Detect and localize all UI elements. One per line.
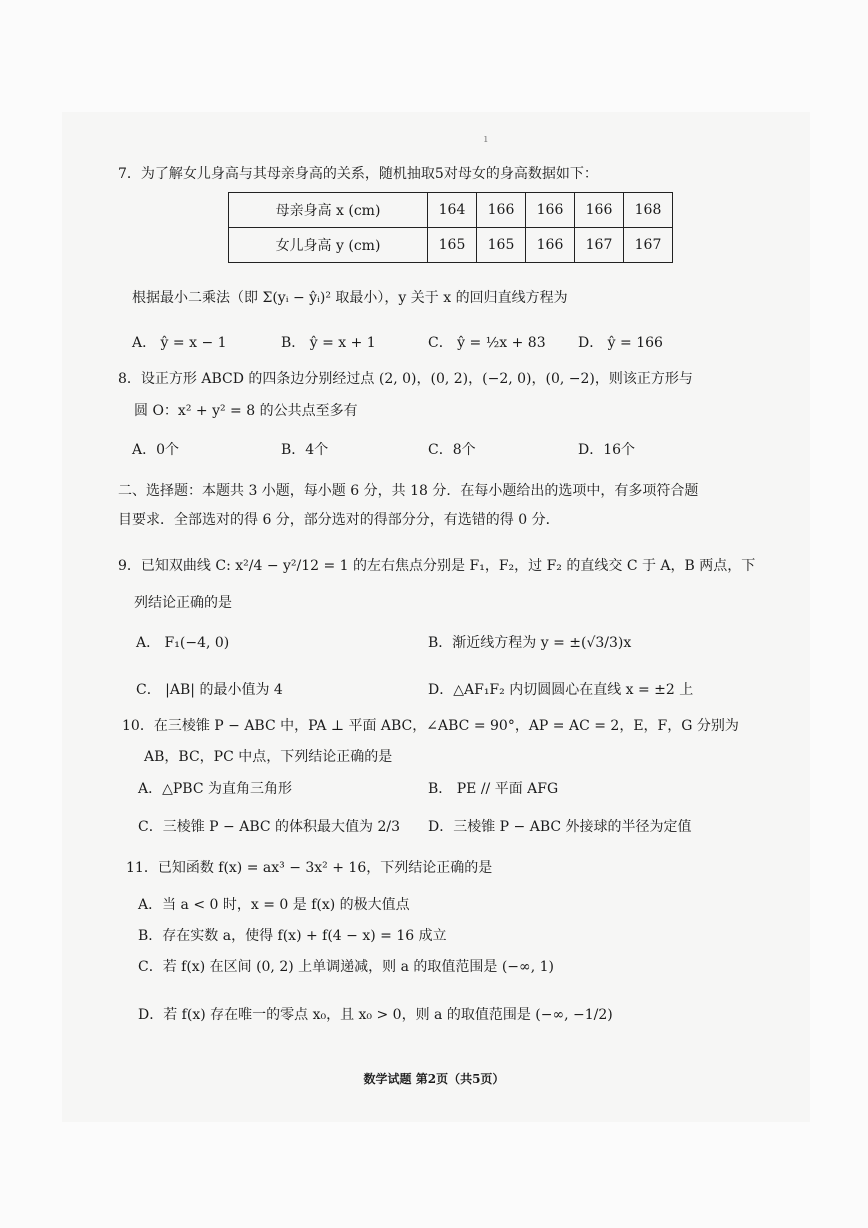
q7-stem: 7．为了解女儿身高与其母亲身高的关系，随机抽取5对母女的身高数据如下： — [118, 166, 598, 182]
q9-stem-line2: 列结论正确的是 — [134, 595, 232, 611]
q9-stem-line1: 9．已知双曲线 C: x²/4 − y²/12 = 1 的左右焦点分别是 F₁，F₂，过 F₂ 的直线交 C 于 A，B 两点，下 — [118, 558, 756, 574]
row1-cell: 164 — [428, 193, 477, 228]
q10-option-b: B． PE // 平面 AFG — [428, 781, 559, 797]
row2-cell: 166 — [526, 228, 575, 263]
q8-option-a: A．0个 — [132, 442, 180, 458]
q9-option-b: B．渐近线方程为 y = ±(√3/3)x — [428, 635, 632, 651]
row2-cell: 165 — [477, 228, 526, 263]
q8-stem-line1: 8．设正方形 ABCD 的四条边分别经过点 (2, 0)，(0, 2)，(−2, 0)，(0, −2)，则该正方形与 — [118, 371, 693, 387]
row2-label: 女儿身高 y (cm) — [229, 228, 428, 263]
height-table — [228, 192, 673, 263]
q11-option-c: C．若 f(x) 在区间 (0, 2) 上单调递减，则 a 的取值范围是 (−∞, 1) — [138, 959, 554, 975]
row2-cell: 165 — [428, 228, 477, 263]
q7-option-d: D． ŷ = 166 — [578, 335, 663, 351]
q8-option-c: C．8个 — [428, 442, 476, 458]
q9-option-d: D．△AF₁F₂ 内切圆圆心在直线 x = ±2 上 — [428, 682, 694, 698]
q7-prompt: 根据最小二乘法（即 Σ(yᵢ − ŷᵢ)² 取最小），y 关于 x 的回归直线方程为 — [132, 290, 568, 306]
row1-cell: 166 — [477, 193, 526, 228]
q11-stem: 11．已知函数 f(x) = ax³ − 3x² + 16，下列结论正确的是 — [126, 860, 493, 876]
q8-stem-line2: 圆 O：x² + y² = 8 的公共点至多有 — [134, 403, 358, 419]
section2-line2: 目要求．全部选对的得 6 分，部分选对的得部分分，有选错的得 0 分． — [118, 512, 560, 528]
q11-option-a: A．当 a < 0 时，x = 0 是 f(x) 的极大值点 — [138, 897, 410, 913]
row1-cell: 166 — [526, 193, 575, 228]
scan-mark: ı — [484, 132, 488, 145]
row2-cell: 167 — [575, 228, 624, 263]
q10-stem-line1: 10．在三棱锥 P − ABC 中，PA ⊥ 平面 ABC，∠ABC = 90°，AP = AC = 2，E，F，G 分别为 — [122, 718, 739, 734]
q10-option-a: A．△PBC 为直角三角形 — [138, 781, 293, 797]
q10-option-c: C．三棱锥 P − ABC 的体积最大值为 2/3 — [138, 819, 401, 835]
q7-option-c: C． ŷ = ½x + 83 — [428, 335, 546, 351]
q10-stem-line2: AB，BC，PC 中点，下列结论正确的是 — [144, 749, 393, 765]
table-row — [229, 228, 673, 263]
q11-option-b: B．存在实数 a，使得 f(x) + f(4 − x) = 16 成立 — [138, 928, 447, 944]
q8-option-d: D．16个 — [578, 442, 636, 458]
table-row — [229, 193, 673, 228]
section2-line1: 二、选择题：本题共 3 小题，每小题 6 分，共 18 分．在每小题给出的选项中，有多项符合题 — [118, 483, 699, 499]
row1-cell: 168 — [624, 193, 673, 228]
row2-cell: 167 — [624, 228, 673, 263]
q11-option-d: D．若 f(x) 存在唯一的零点 x₀，且 x₀ > 0，则 a 的取值范围是 (−∞, −1/2) — [138, 1007, 613, 1023]
q9-option-c: C． |AB| 的最小值为 4 — [136, 682, 283, 698]
page-footer: 数学试题 第2页（共5页） — [363, 1072, 505, 1086]
q7-option-b: B． ŷ = x + 1 — [281, 335, 376, 351]
q10-option-d: D．三棱锥 P − ABC 外接球的半径为定值 — [428, 819, 692, 835]
row1-cell: 166 — [575, 193, 624, 228]
row1-label: 母亲身高 x (cm) — [229, 193, 428, 228]
q7-option-a: A． ŷ = x − 1 — [132, 335, 227, 351]
q8-option-b: B．4个 — [281, 442, 329, 458]
q9-option-a: A． F₁(−4, 0) — [136, 635, 230, 651]
